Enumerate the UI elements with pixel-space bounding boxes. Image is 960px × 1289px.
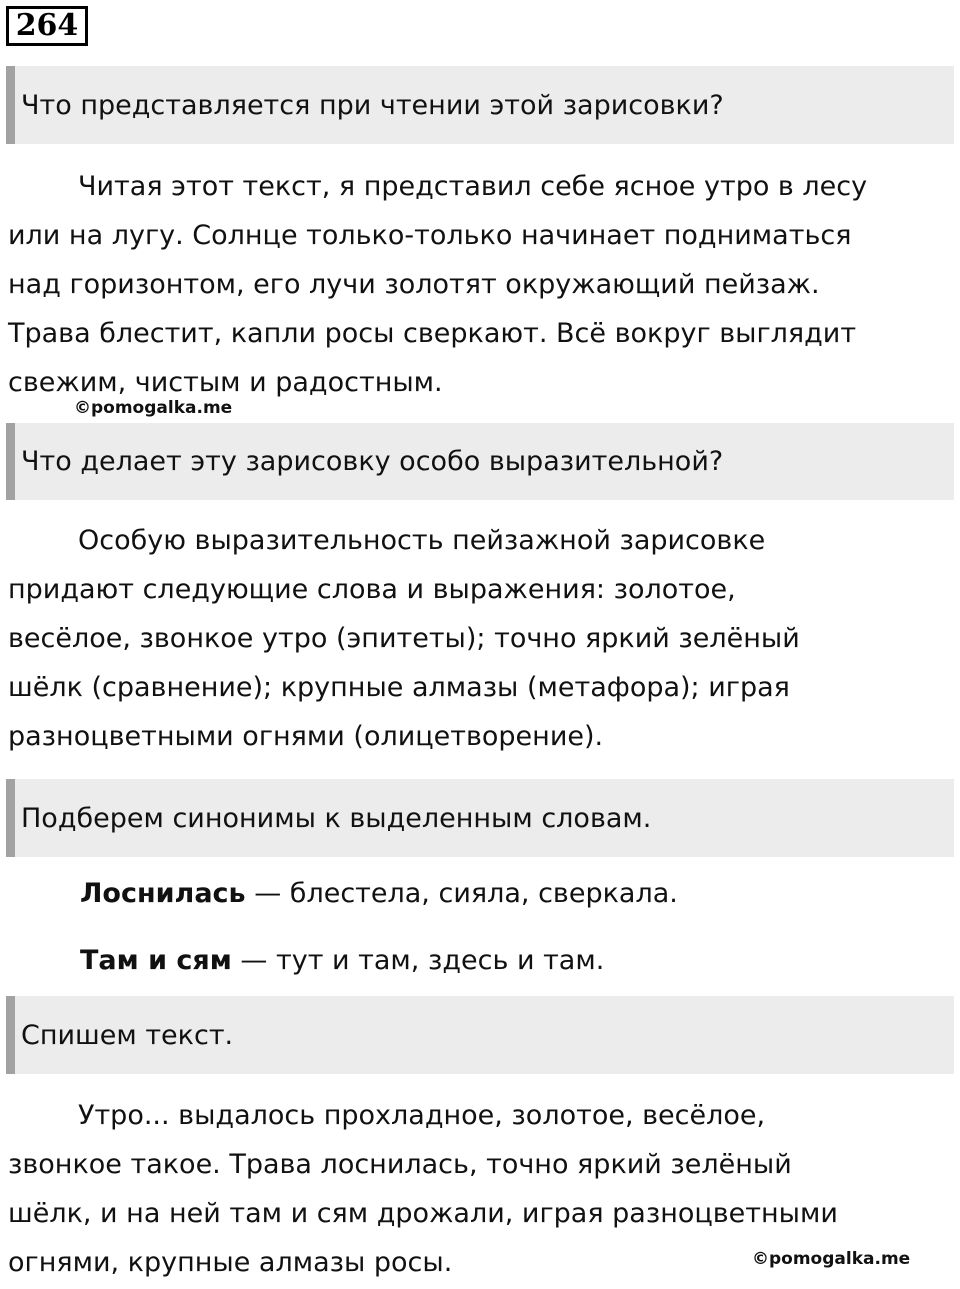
answer-line: Читая этот текст, я представил себе ясное утро в лесу (78, 171, 868, 202)
answer-line: весёлое, звонкое утро (эпитеты); точно яркий зелёный (8, 623, 800, 654)
answer-line: над горизонтом, его лучи золотят окружающий пейзаж. (8, 269, 820, 300)
answer-line: огнями, крупные алмазы росы. (8, 1247, 453, 1278)
question-text-4: Спишем текст. (21, 1019, 234, 1051)
question-bar-1 (6, 66, 954, 144)
answer-line: свежим, чистым и радостным. (8, 367, 443, 398)
question-bar-2 (6, 423, 954, 500)
answer-line: Утро... выдалось прохладное, золотое, весёлое, (78, 1100, 766, 1131)
synonym-row-2 (80, 945, 604, 976)
question-bar-3 (6, 779, 954, 857)
question-text-2: Что делает эту зарисовку особо выразительной? (21, 446, 724, 477)
question-bar-4 (6, 996, 954, 1074)
question-text-3: Подберем синонимы к выделенным словам. (21, 802, 652, 834)
synonym-word: Лоснилась (80, 878, 246, 909)
answer-paragraph-2 (8, 516, 948, 761)
watermark: ©pomogalka.me (74, 398, 233, 418)
answer-line: или на лугу. Солнце только-только начинает подниматься (8, 220, 852, 251)
synonym-definition: — тут и там, здесь и там. (231, 945, 605, 976)
answer-line: придают следующие слова и выражения: золотое, (8, 574, 736, 605)
answer-line: Особую выразительность пейзажной зарисовке (78, 525, 766, 556)
answer-line: Трава блестит, капли росы сверкают. Всё вокруг выглядит (8, 318, 857, 349)
synonym-word: Там и сям (80, 945, 232, 976)
answer-line: шёлк (сравнение); крупные алмазы (метафора); играя (8, 672, 790, 703)
answer-paragraph-1 (8, 162, 948, 407)
exercise-number: 264 (6, 6, 88, 46)
answer-line: разноцветными огнями (олицетворение). (8, 721, 604, 752)
question-text-1: Что представляется при чтении этой зарисовки? (21, 89, 724, 121)
answer-line: шёлк, и на ней там и сям дрожали, играя разноцветными (8, 1198, 838, 1229)
answer-line: звонкое такое. Трава лоснилась, точно яркий зелёный (8, 1149, 792, 1180)
watermark: ©pomogalka.me (752, 1249, 911, 1269)
synonym-definition: — блестела, сияла, сверкала. (245, 878, 678, 909)
synonym-row-1 (80, 878, 678, 909)
